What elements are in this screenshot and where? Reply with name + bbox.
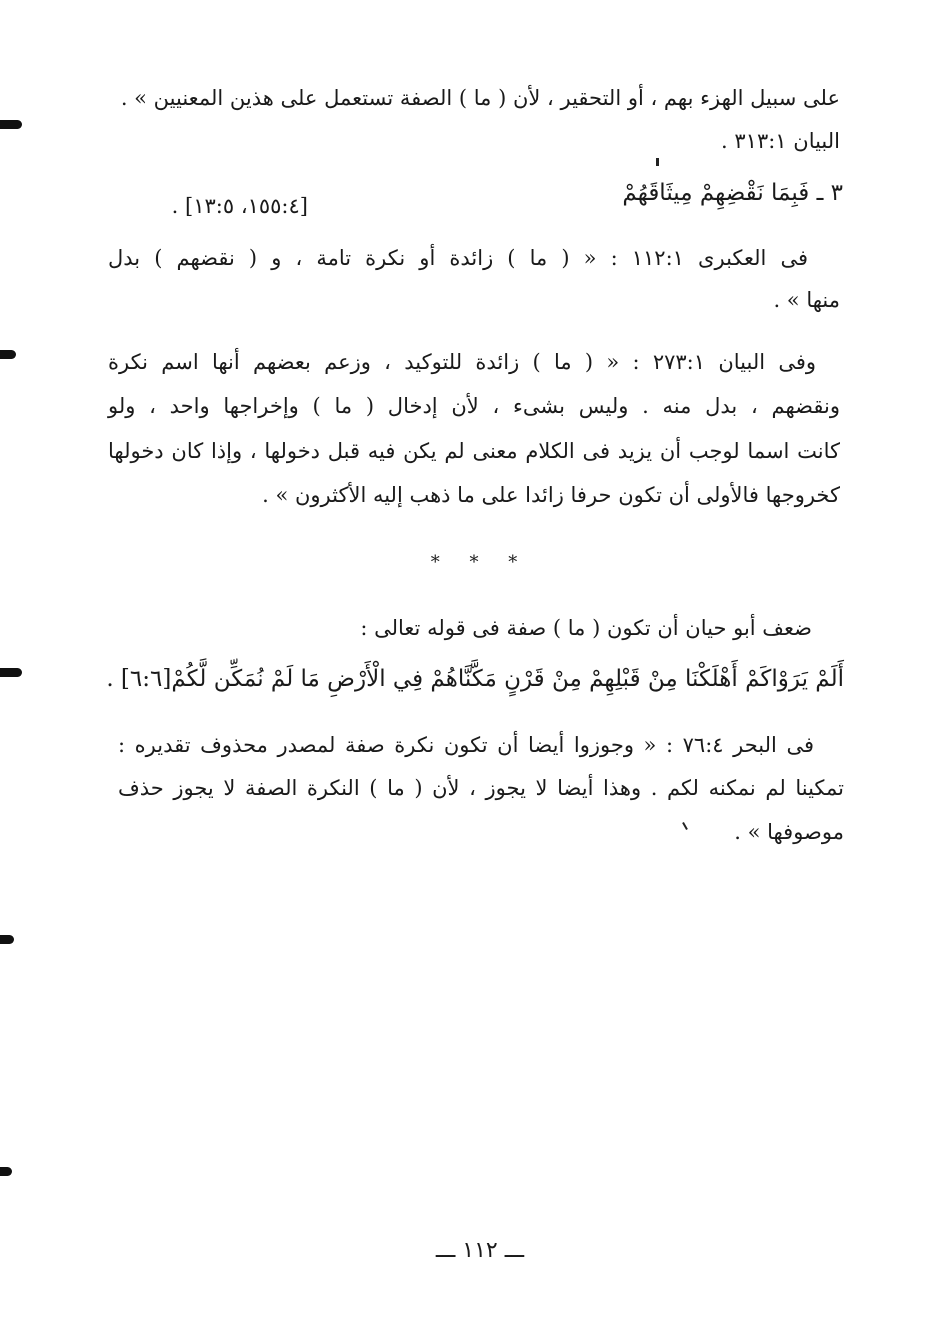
p4-line-1: ضعف أبو حيان أن تكون ( ما ) صفة فى قوله تعالى : <box>360 616 812 640</box>
p2-line-2: منها » . <box>773 288 840 312</box>
p5-line-1: فى البحر ٧٦:٤ : « وجوزوا أيضا أن تكون نكرة صفة لمصدر محذوف تقديره : <box>118 733 814 757</box>
scan-edge-mark <box>0 1167 12 1176</box>
p5-line-2: تمكينا لم نمكنه لكم . وهذا أيضا لا يجوز ، لأن ( ما ) النكرة الصفة لا يجوز حذف <box>118 776 844 800</box>
scan-edge-mark <box>0 935 14 944</box>
p4-quran-verse: أَلَمْ يَرَوْاكَمْ أَهْلَكْنَا مِنْ قَبْلِهِمْ مِنْ قَرْنٍ مَكَّنَّاهُمْ فِي الْأَرْضِ مَا لَمْ نُمَكِّن لَّكُمْ[٦:٦] . <box>106 666 844 692</box>
heading-3-verse: ٣ ـ فَبِمَا نَقْضِهِمْ مِيثَاقَهُمْ <box>622 180 843 206</box>
scan-speck <box>682 822 688 830</box>
p1-line-1: على سبيل الهزء بهم ، أو التحقير ، لأن ( ما ) الصفة تستعمل على هذين المعنيين » . <box>120 86 840 110</box>
p2-line-1: فى العكبرى ١١٢:١ : « ( ما ) زائدة أو نكرة تامة ، و ( نقضهم ) بدل <box>108 246 809 270</box>
p1-line-2: البيان ٣١٣:١ . <box>721 129 840 153</box>
p5-line-3: موصوفها » . <box>734 820 844 844</box>
p3-line-1: وفى البيان ٢٧٣:١ : « ( ما ) زائدة للتوكيد ، وزعم بعضهم أنها اسم نكرة <box>108 350 817 374</box>
scan-speck <box>656 158 659 166</box>
scan-edge-mark <box>0 350 16 359</box>
p3-line-3: كانت اسما لوجب أن يزيد فى الكلام معنى لم يكن فيه قبل دخولها ، وإذا كان دخولها <box>108 439 840 463</box>
page-number: ـــ ١١٢ ـــ <box>435 1238 525 1263</box>
heading-3-refs: [١٥٥:٤، ١٣:٥] . <box>171 194 308 218</box>
scan-edge-mark <box>0 668 22 677</box>
section-separator: * * * <box>430 552 530 573</box>
p3-line-4: كخروجها فالأولى أن تكون حرفا زائدا على ما ذهب إليه الأكثرون » . <box>262 483 840 507</box>
p3-line-2: ونقضهم ، بدل منه . وليس بشىء ، لأن إدخال ( ما ) وإخراجها واحد ، ولو <box>108 394 840 418</box>
scan-edge-mark <box>0 120 22 129</box>
